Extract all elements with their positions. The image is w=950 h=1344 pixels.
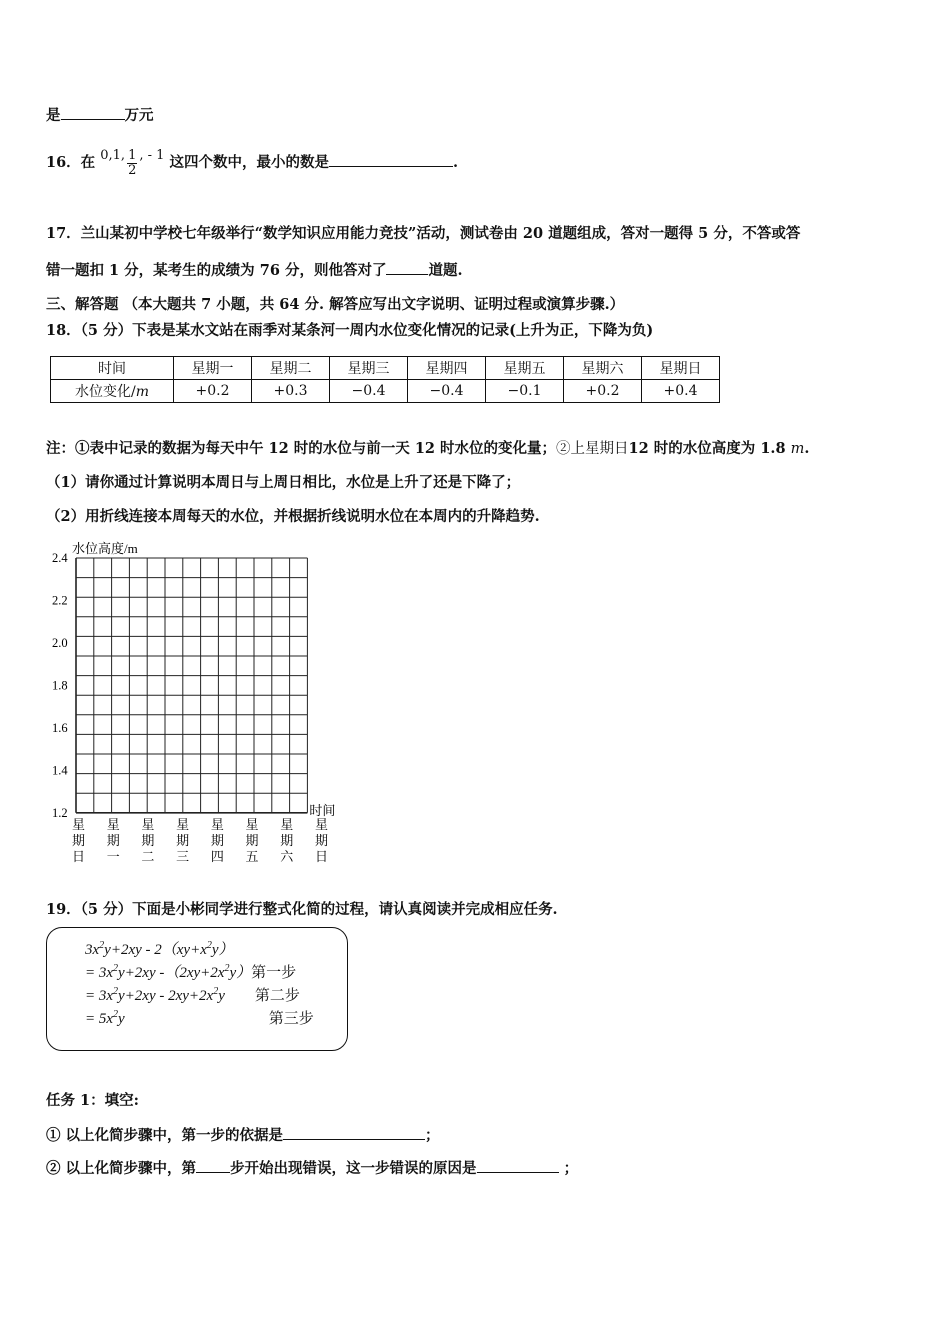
header-day: 星期一 <box>174 357 252 380</box>
header-day: 星期二 <box>252 357 330 380</box>
table-cell: −0.4 <box>330 380 408 403</box>
q16-end: . <box>452 154 459 171</box>
x-tick-label-char: 一 <box>106 848 120 864</box>
table-cell: −0.4 <box>408 380 486 403</box>
header-day: 星期三 <box>330 357 408 380</box>
x-tick-label-char: 星 <box>72 816 86 832</box>
q16-answer-blank[interactable] <box>329 152 453 167</box>
item2-text-a: ② 以上化简步骤中，第 <box>46 1160 197 1177</box>
row-label-text: 水位变化/ <box>75 384 136 400</box>
note-a: 注：①表中记录的数据为每天中午 12 时的水位与前一天 12 时水位的变化量； <box>46 440 557 457</box>
q17-line2-b: 道题. <box>428 262 463 279</box>
header-day: 星期五 <box>486 357 564 380</box>
q16-numbers-prefix: 0,1, <box>100 148 126 163</box>
q15-prefix: 是 <box>46 107 61 124</box>
task1-heading: 任务 1：填空: <box>46 1092 139 1109</box>
math-line-1: = $3x^2y+2xy$ $-(2xy+2x^2y)$第一步 <box>85 963 297 981</box>
y-axis-label: 水位高度/m <box>72 541 138 556</box>
q17-line1: 17．兰山某初中学校七年级举行“数学知识应用能力竞技”活动，测试卷由 20 道题组成，答对一题得 5 分，不答或答 <box>46 225 801 242</box>
x-tick-label-char: 期 <box>106 832 120 848</box>
x-tick-label-char: 星 <box>314 816 328 832</box>
q18-note <box>46 437 809 458</box>
question-16 <box>46 148 458 178</box>
q15-tail <box>46 104 154 125</box>
q16-frac-num: 1 <box>128 147 137 163</box>
item1-answer-blank[interactable] <box>283 1125 425 1140</box>
x-tick-label-char: 期 <box>314 832 328 848</box>
header-day: 星期六 <box>564 357 642 380</box>
x-tick-label-char: 星 <box>245 816 259 832</box>
q15-answer-blank[interactable] <box>61 105 125 120</box>
row-label-unit: m <box>135 384 149 400</box>
q18-sub2: （2）用折线连接本周每天的水位，并根据折线说明水位在本周内的升降趋势. <box>46 508 540 525</box>
note-unit: m <box>790 441 805 457</box>
item1-end: ； <box>425 1127 440 1144</box>
note-b: ②上星期日 <box>556 441 629 457</box>
x-tick-label-char: 期 <box>176 832 190 848</box>
section-3-heading: 三、解答题 （本大题共 7 小题，共 64 分. 解答应写出文字说明、证明过程或演算步骤.） <box>46 296 625 313</box>
x-tick-label-char: 期 <box>245 832 259 848</box>
q17-answer-blank[interactable] <box>386 260 428 275</box>
task1-item2 <box>46 1157 578 1178</box>
item2-end: ； <box>563 1160 579 1177</box>
y-tick-label: 2.2 <box>52 593 68 608</box>
x-tick-label-char: 三 <box>176 848 190 864</box>
table-cell: +0.4 <box>642 380 720 403</box>
math-line-2: = $3x^2y+2xy - 2xy+2x^2y$ 第二步 <box>85 986 300 1004</box>
y-tick-label: 1.8 <box>52 678 68 693</box>
y-tick-label: 2.0 <box>52 635 68 650</box>
x-tick-label-char: 五 <box>245 848 259 864</box>
task1-item1 <box>46 1124 440 1145</box>
table-header-row <box>51 357 720 380</box>
water-level-grid <box>40 535 360 870</box>
item2-text-b: 步开始出现错误，这一步错误的原因是 <box>230 1160 477 1177</box>
x-tick-label-char: 星 <box>176 816 190 832</box>
item2-step-blank[interactable] <box>196 1158 230 1173</box>
x-tick-label-char: 期 <box>72 832 86 848</box>
item1-text: ① 以上化简步骤中，第一步的依据是 <box>46 1127 284 1144</box>
x-tick-label-char: 星 <box>106 816 120 832</box>
q17-line2 <box>46 259 463 280</box>
x-tick-label-char: 期 <box>141 832 155 848</box>
q18-title: 18．（5 分）下表是某水文站在雨季对某条河一周内水位变化情况的记录(上升为正，下降为负) <box>46 322 654 339</box>
x-tick-label-char: 六 <box>280 848 294 864</box>
q16-numbers-suffix: , - 1 <box>139 148 165 163</box>
x-tick-label-char: 星 <box>280 816 294 832</box>
water-level-table <box>50 356 720 403</box>
x-tick-label-char: 四 <box>210 848 224 864</box>
row-label <box>51 380 174 403</box>
math-line-0: $3x^2y+2xy - 2(xy+x^2y)$ <box>85 940 234 958</box>
q16-frac-den: 2 <box>128 162 137 178</box>
item2-reason-blank[interactable] <box>477 1158 559 1173</box>
table-cell: +0.2 <box>174 380 252 403</box>
table-cell: +0.2 <box>564 380 642 403</box>
x-tick-label-char: 期 <box>210 832 224 848</box>
header-time: 时间 <box>51 357 174 380</box>
q16-number: 16．在 <box>46 154 96 171</box>
simplification-box <box>46 927 348 1051</box>
step-label: 第三步 <box>268 1011 314 1027</box>
y-tick-label: 2.4 <box>52 551 68 565</box>
q18-sub1: （1）请你通过计算说明本周日与上周日相比，水位是上升了还是下降了； <box>46 474 521 491</box>
note-end: . <box>804 440 810 457</box>
x-tick-label-char: 日 <box>72 848 86 864</box>
q15-suffix: 万元 <box>124 107 154 124</box>
step-label: 第一步 <box>251 965 297 981</box>
x-axis-label: 时间 <box>309 802 336 818</box>
math-line-3: = $5x^2y$ 第三步 <box>85 1009 314 1027</box>
y-tick-label: 1.6 <box>52 720 68 735</box>
x-tick-label-char: 星 <box>141 816 155 832</box>
table-cell: +0.3 <box>252 380 330 403</box>
q19-title: 19．（5 分）下面是小彬同学进行整式化简的过程，请认真阅读并完成相应任务. <box>46 901 558 918</box>
x-tick-label-char: 期 <box>280 832 294 848</box>
table-row <box>51 380 720 403</box>
table-cell: −0.1 <box>486 380 564 403</box>
x-tick-label-char: 星 <box>210 816 224 832</box>
y-tick-label: 1.4 <box>52 763 68 778</box>
q16-fraction <box>127 149 137 178</box>
q17-line2-a: 错一题扣 1 分，某考生的成绩为 76 分，则他答对了 <box>46 262 387 279</box>
step-label: 第二步 <box>254 988 300 1004</box>
q16-text: 这四个数中，最小的数是 <box>169 154 329 171</box>
header-day: 星期日 <box>642 357 720 380</box>
note-c: 12 时的水位高度为 1.8 <box>628 440 786 457</box>
x-tick-label-char: 日 <box>314 848 328 864</box>
x-tick-label-char: 二 <box>141 848 155 864</box>
header-day: 星期四 <box>408 357 486 380</box>
y-tick-label: 1.2 <box>52 805 68 820</box>
